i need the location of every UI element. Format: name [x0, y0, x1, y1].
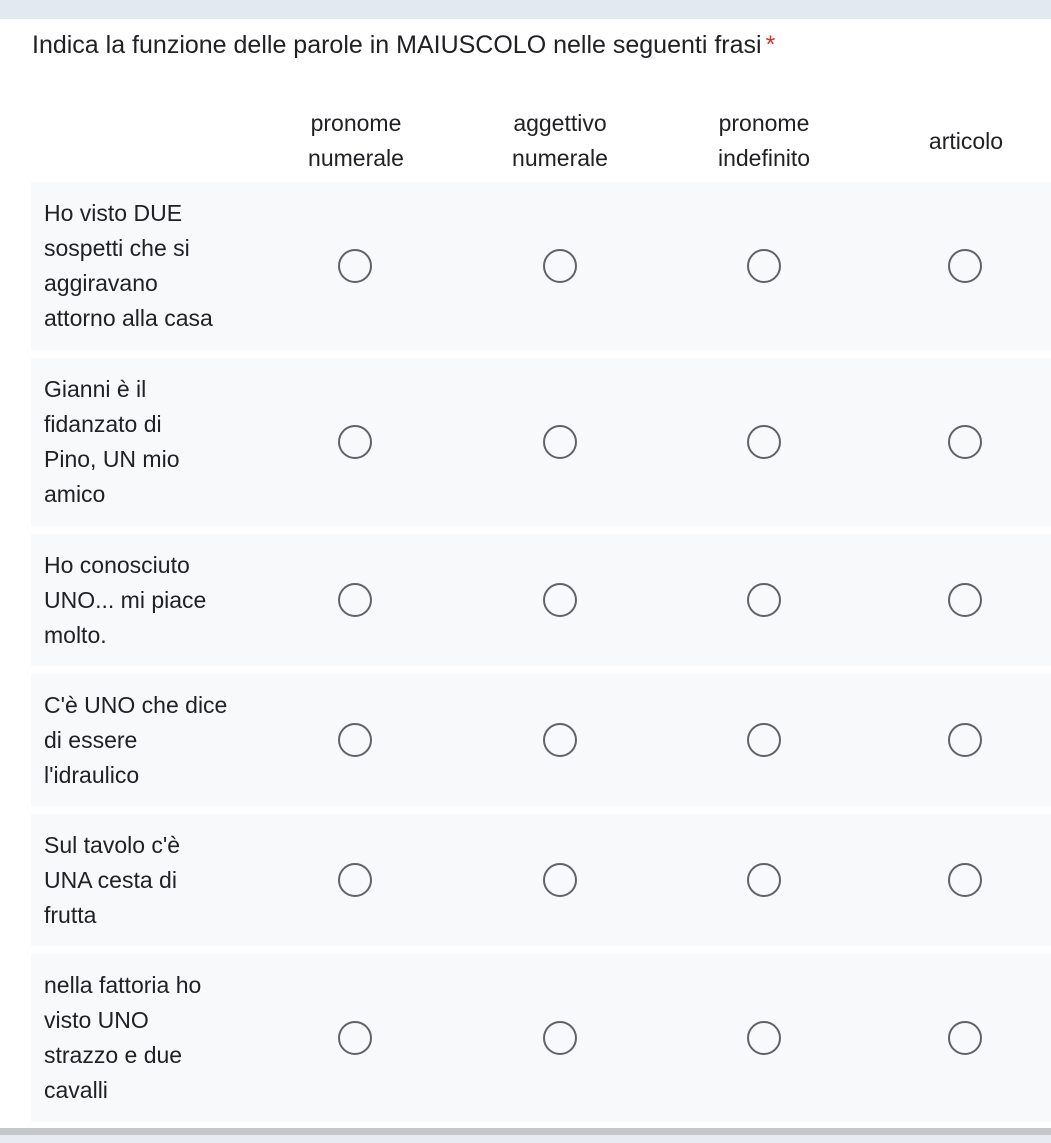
column-header-pronome-indefinito: [679, 100, 849, 182]
radio-pronome-indefinito[interactable]: [747, 583, 781, 617]
column-header-line: aggettivo: [513, 110, 607, 136]
radio-articolo[interactable]: [948, 863, 982, 897]
row-label-line: frutta: [44, 901, 97, 928]
radio-aggettivo-numerale[interactable]: [543, 425, 577, 459]
radio-pronome-numerale[interactable]: [338, 425, 372, 459]
row-label-line: fidanzato di: [44, 411, 162, 437]
radio-aggettivo-numerale[interactable]: [543, 583, 577, 617]
column-headers: [31, 100, 1051, 182]
column-header-articolo: [881, 100, 1051, 182]
required-asterisk: *: [765, 31, 776, 59]
radio-pronome-numerale[interactable]: [338, 863, 372, 897]
row-label-line: Gianni è il: [44, 376, 147, 402]
radio-aggettivo-numerale[interactable]: [543, 1021, 577, 1055]
radio-pronome-indefinito[interactable]: [747, 863, 781, 897]
radio-pronome-indefinito[interactable]: [747, 1021, 781, 1055]
radio-pronome-numerale[interactable]: [338, 723, 372, 757]
row-label-line: cavalli: [44, 1077, 108, 1103]
column-header-line: pronome: [310, 110, 402, 136]
row-label-line: aggiravano: [44, 270, 158, 296]
row-label-line: amico: [44, 481, 106, 507]
radio-articolo[interactable]: [948, 425, 982, 459]
row-label: [31, 968, 245, 1108]
radio-aggettivo-numerale[interactable]: [543, 723, 577, 757]
row-label-line: UNA cesta di: [44, 866, 177, 893]
grid-row: [31, 358, 1051, 526]
row-label-line: strazzo e due: [44, 1042, 183, 1068]
column-header-line: pronome: [718, 110, 810, 136]
row-label-line: molto.: [44, 621, 107, 648]
column-header-line: articolo: [928, 127, 1004, 154]
top-band: [0, 0, 1051, 19]
row-label-line: Pino, UN mio: [44, 446, 180, 472]
row-label-line: nella fattoria ho: [44, 972, 202, 998]
bottom-divider: [0, 1128, 1051, 1135]
grid-row: [31, 182, 1051, 350]
choice-grid: [31, 100, 1051, 1130]
row-label: [31, 548, 245, 653]
grid-row: [31, 814, 1051, 946]
radio-articolo[interactable]: [948, 249, 982, 283]
row-label-line: Ho conosciuto: [44, 551, 190, 578]
grid-row: [31, 534, 1051, 666]
radio-articolo[interactable]: [948, 723, 982, 757]
column-header-line: numerale: [512, 145, 608, 171]
row-label: [31, 372, 245, 512]
column-header-line: numerale: [308, 145, 404, 171]
column-header-line: indefinito: [717, 145, 811, 171]
question-title-text: Indica la funzione delle parole in MAIUSCOLO nelle seguenti frasi: [32, 31, 762, 59]
row-label: [31, 828, 245, 933]
radio-articolo[interactable]: [948, 583, 982, 617]
row-label-line: di essere: [44, 726, 138, 753]
row-label-line: Ho visto DUE: [44, 200, 183, 226]
grid-row: [31, 954, 1051, 1122]
row-label-line: UNO... mi piace: [44, 586, 207, 613]
radio-pronome-numerale[interactable]: [338, 249, 372, 283]
radio-aggettivo-numerale[interactable]: [543, 249, 577, 283]
radio-articolo[interactable]: [948, 1021, 982, 1055]
row-label: [31, 688, 245, 793]
radio-aggettivo-numerale[interactable]: [543, 863, 577, 897]
row-label-line: visto UNO: [44, 1007, 149, 1033]
question-title: [32, 28, 775, 62]
row-label-line: l'idraulico: [44, 761, 140, 788]
grid-row: [31, 674, 1051, 806]
column-header-pronome-numerale: [271, 100, 441, 182]
row-label-line: sospetti che si: [44, 235, 190, 261]
radio-pronome-indefinito[interactable]: [747, 723, 781, 757]
row-label-line: C'è UNO che dice: [44, 691, 228, 718]
radio-pronome-indefinito[interactable]: [747, 425, 781, 459]
radio-pronome-numerale[interactable]: [338, 1021, 372, 1055]
row-label-line: Sul tavolo c'è: [44, 831, 181, 858]
radio-pronome-numerale[interactable]: [338, 583, 372, 617]
column-header-aggettivo-numerale: [475, 100, 645, 182]
radio-pronome-indefinito[interactable]: [747, 249, 781, 283]
row-label-line: attorno alla casa: [44, 305, 213, 331]
row-label: [31, 196, 245, 336]
